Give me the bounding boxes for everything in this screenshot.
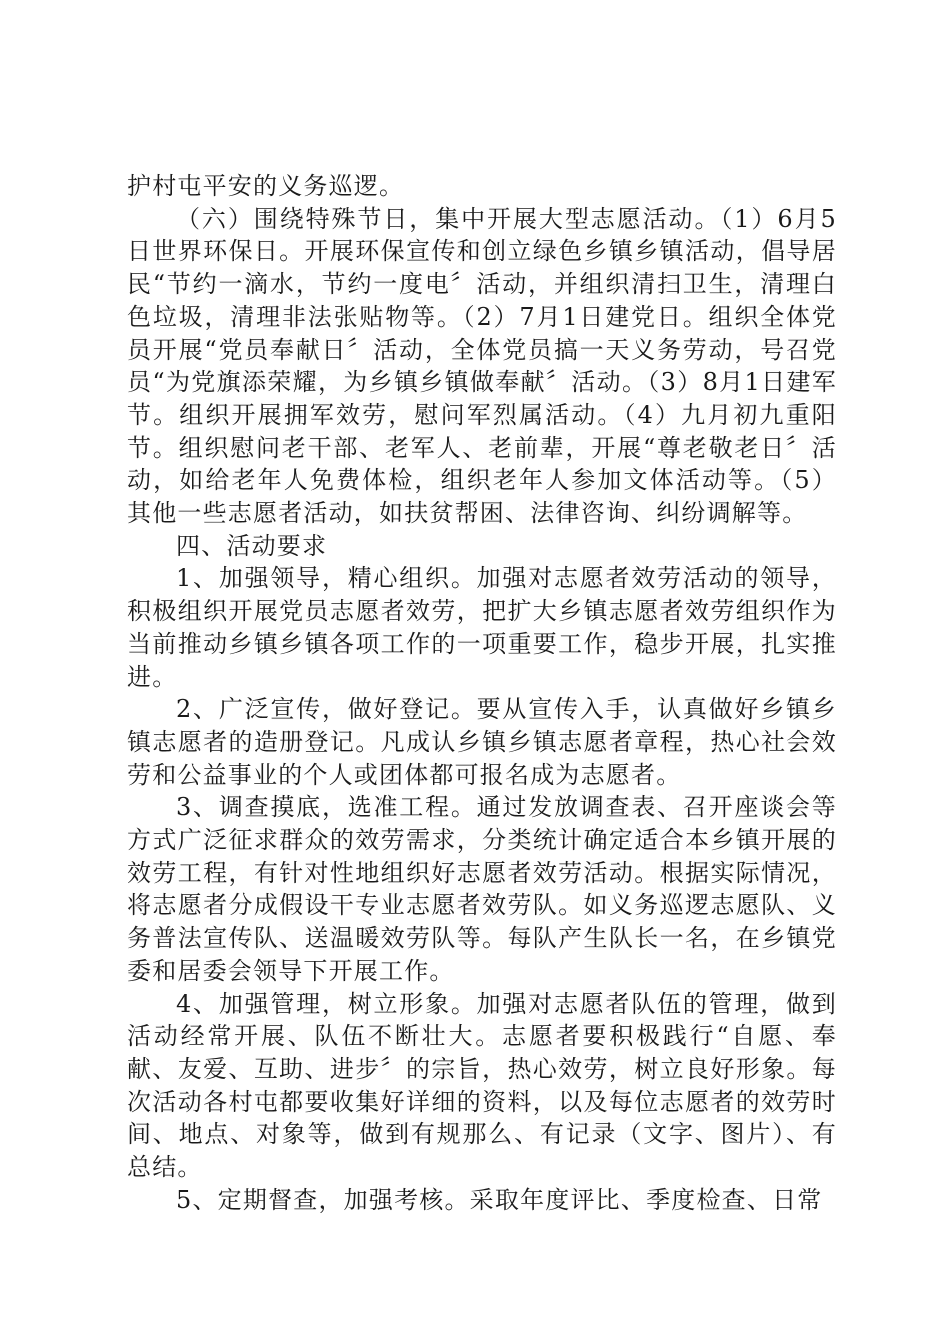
paragraph-requirement-1: 1、加强领导，精心组织。加强对志愿者效劳活动的领导，积极组织开展党员志愿者效劳，把扩大乡镇志愿者效劳组织作为当前推动乡镇乡镇各项工作的一项重要工作，稳步开展，扎实推进。: [127, 564, 837, 691]
paragraph-requirement-3: 3、调查摸底，选准工程。通过发放调查表、召开座谈会等方式广泛征求群众的效劳需求，分类统计确定适合本乡镇开展的效劳工程，有针对性地组织好志愿者效劳活动。根据实际情况，将志愿者分成假设干专业志愿者效劳队。如义务巡逻志愿队、义务普法宣传队、送温暖效劳队等。每队产生队长一名，在乡镇党委和居委会领导下开展工作。: [127, 793, 837, 985]
paragraph-continuation: 护村屯平安的义务巡逻。: [127, 172, 405, 200]
section-heading-requirements: 四、活动要求: [176, 531, 328, 560]
paragraph-requirement-4: 4、加强管理，树立形象。加强对志愿者队伍的管理，做到活动经常开展、队伍不断壮大。志愿者要积极践行“自愿、奉献、友爱、互助、进步〞的宗旨，热心效劳，树立良好形象。每次活动各村屯都要收集好详细的资料，以及每位志愿者的效劳时间、地点、对象等，做到有规那么、有记录（文字、图片）、有总结。: [127, 989, 837, 1182]
paragraph-requirement-2: 2、广泛宣传，做好登记。要从宣传入手，认真做好乡镇乡镇志愿者的造册登记。凡成认乡镇乡镇志愿者章程，热心社会效劳和公益事业的个人或团体都可报名成为志愿者。: [127, 695, 837, 789]
document-body: [127, 170, 837, 1217]
paragraph-holiday-activities: （六）围绕特殊节日，集中开展大型志愿活动。（1）6月5日世界环保日。开展环保宣传和创立绿色乡镇乡镇活动，倡导居民“节约一滴水，节约一度电〞活动，并组织清扫卫生，清理白色垃圾，清理非法张贴物等。（2）7月1日建党日。组织全体党员开展“党员奉献日〞活动，全体党员搞一天义务劳动，号召党员“为党旗添荣耀，为乡镇乡镇做奉献〞活动。（3）8月1日建军节。组织开展拥军效劳，慰问军烈属活动。（4）九月初九重阳节。组织慰问老干部、老军人、老前辈，开展“尊老敬老日〞活动，如给老年人免费体检，组织老年人参加文体活动等。（5）其他一些志愿者活动，如扶贫帮困、法律咨询、纠纷调解等。: [127, 204, 837, 528]
paragraph-requirement-5: 5、定期督查，加强考核。采取年度评比、季度检查、日常: [176, 1185, 823, 1214]
